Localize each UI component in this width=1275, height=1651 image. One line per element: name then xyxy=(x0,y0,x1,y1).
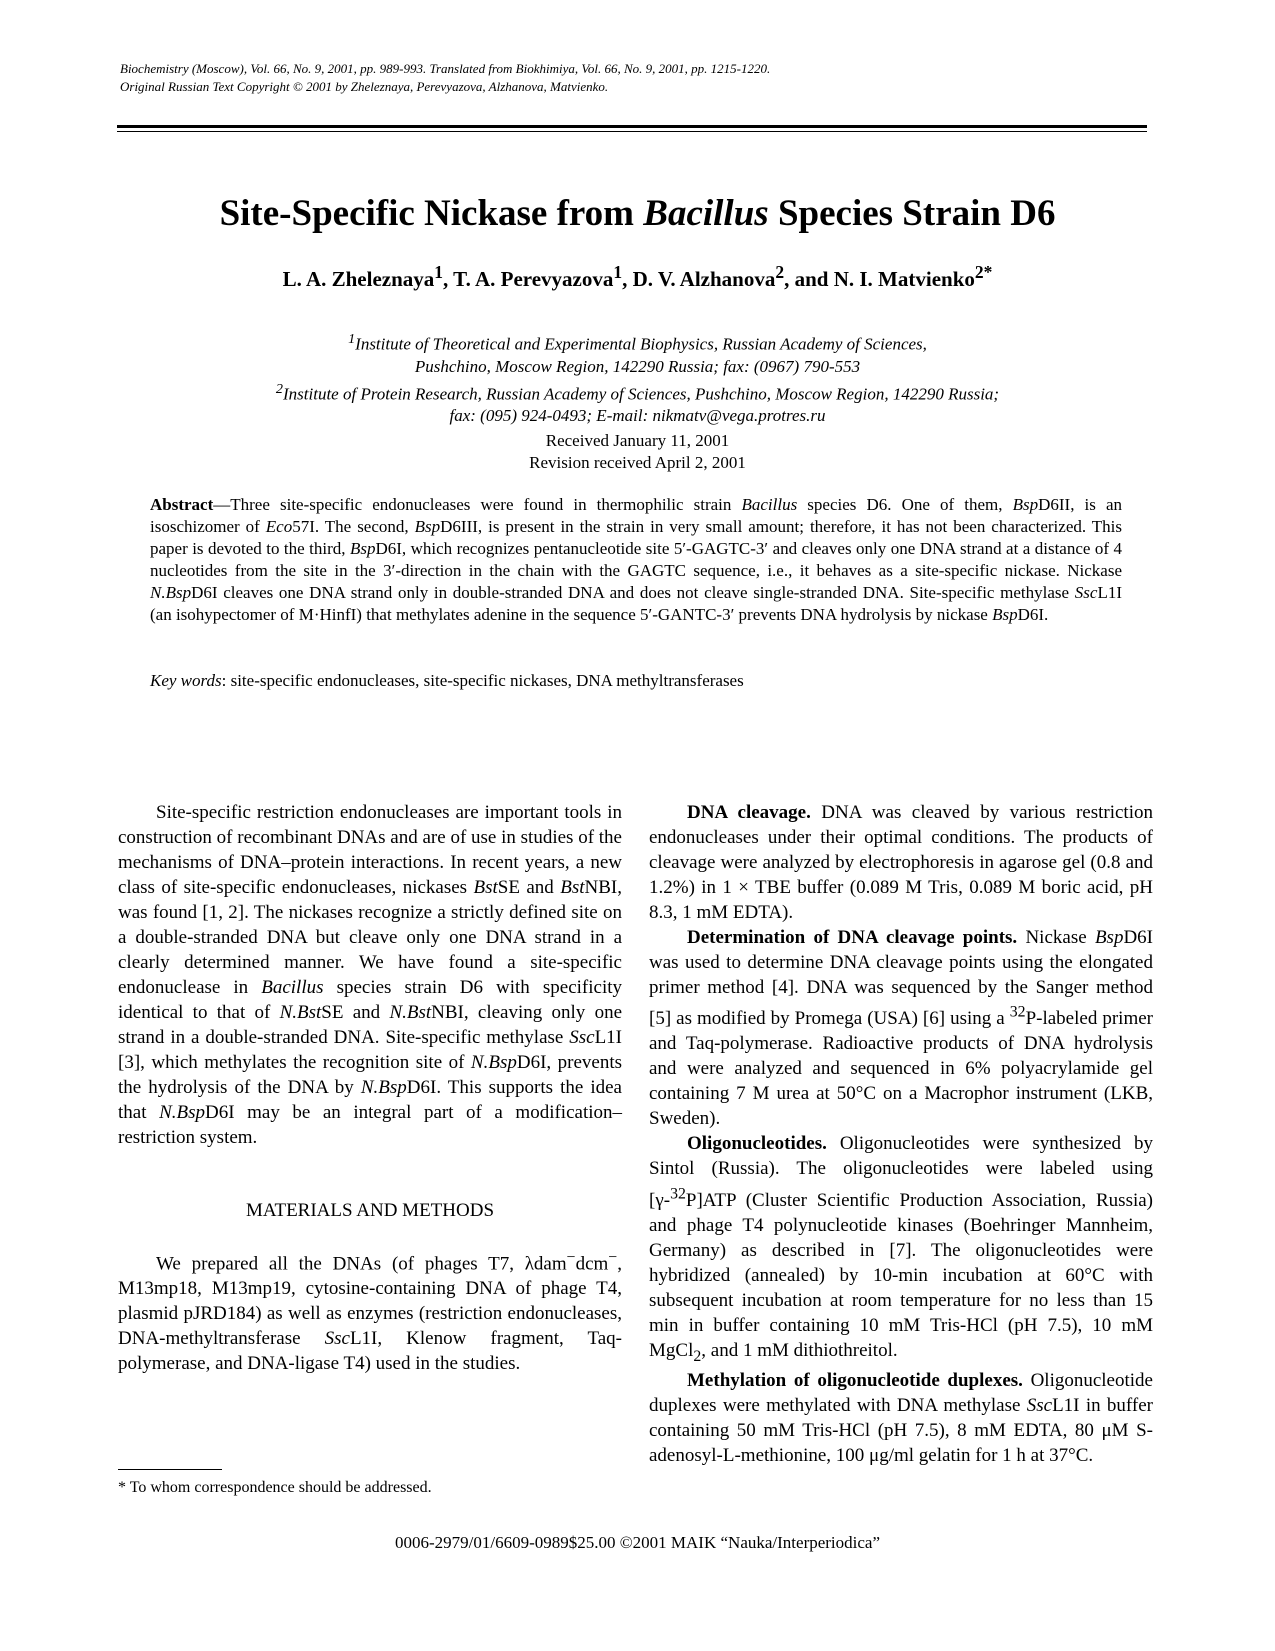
intro-paragraph: Site-specific restriction endonucleases are important tools in construction of recombinant DNAs and are of use in studies of the mechanisms of DNA–protein interactions. In recent years, a new class of site-specific endonucleases, nickases BstSE and BstNBI, was found [1, 2]. The nickases recognize a strictly defined site on a double-stranded DNA but cleave only one DNA strand in a clearly determined manner. We have found a site-specific endonuclease in Bacillus species strain D6 with specificity identical to that of N.BstSE and N.BstNBI, cleaving only one strand in a double-stranded DNA. Site-specific methylase SscL1I [3], which methylates the recognition site of N.BspD6I, prevents the hydrolysis of the DNA by N.BspD6I. This supports the idea that N.BspD6I may be an integral part of a modification–restriction system. xyxy=(118,802,623,1148)
affiliation-2-text: Institute of Protein Research, Russian Academy of Sciences, Pushchino, Moscow Region, 142290 Russia; xyxy=(283,384,1000,404)
affiliation-1-text: Institute of Theoretical and Experimental Biophysics, Russian Academy of Sciences, xyxy=(355,334,927,354)
paragraph-heading: Oligonucleotides. xyxy=(687,1133,827,1155)
header-rule-thin xyxy=(117,131,1147,132)
dna-cleavage-paragraph xyxy=(649,800,1153,925)
keywords-label: Key words xyxy=(150,671,222,690)
author-separator: , xyxy=(443,267,454,291)
received-dates xyxy=(0,430,1275,474)
article-title xyxy=(0,192,1275,236)
title-part-2: Species Strain D6 xyxy=(768,193,1056,234)
abstract-text: Three site-specific endonucleases were found in thermophilic strain Bacillus species D6. One of them, BspD6II, is an isoschizomer of Eco57I. The second, BspD6III, is present in the strain in very small amount; therefore, it has not been characterized. This paper is devoted to the third, BspD6I, which recognizes pentanucleotide site 5′-GAGTC-3′ and cleaves only one DNA strand at a distance of 4 nucleotides from the site in the 3′-direction in the chain with the GAGTC sequence, i.e., it behaves as a site-specific nickase. Nickase N.BspD6I cleaves one DNA strand only in double-stranded DNA and does not cleave single-stranded DNA. Site-specific methylase SscL1I (an isohypectomer of M·HinfI) that methylates adenine in the sequence 5′-GANTC-3′ prevents DNA hydrolysis by nickase BspD6I. xyxy=(150,495,1123,624)
paragraph-text: DNA was cleaved by various restriction endonucleases under their optimal conditions. The products of cleavage were analyzed by electrophoresis in agarose gel (0.8 and 1.2%) in 1 × TBE buffer (0.089 M Tris, 0.089 M boric acid, pH 8.3, 1 mM EDTA). xyxy=(649,802,1153,923)
methylation-paragraph xyxy=(649,1368,1153,1468)
abstract-dash: — xyxy=(213,495,231,514)
author-name: T. A. Perevyazova xyxy=(453,267,614,291)
left-column xyxy=(118,800,622,1376)
citation-line-2: Original Russian Text Copyright © 2001 by Zheleznaya, Perevyazova, Alzhanova, Matvienko. xyxy=(120,79,609,94)
author-name: N. I. Matvienko xyxy=(833,267,975,291)
copyright-footer: 0006-2979/01/6609-0989$25.00 ©2001 MAIK “Nauka/Interperiodica” xyxy=(394,1533,881,1552)
author-affiliation-mark: 2* xyxy=(974,262,993,282)
cleavage-points-paragraph xyxy=(649,925,1153,1131)
paragraph-text: Nickase BspD6I was used to determine DNA cleavage points using the elongated primer method [4]. DNA was sequenced by the Sanger method [5] as modified by Promega (USA) [6] using a $^{32}$P-labeled primer and Taq-polymerase. Radioactive products of DNA hydrolysis and were analyzed and sequenced in 6% polyacrylamide gel containing 7 M urea at 50°C on a Macrophor instrument (LKB, Sweden). xyxy=(649,927,1153,1130)
correspondence-footnote: * To whom correspondence should be addressed. xyxy=(118,1479,432,1496)
header-rule-thick xyxy=(117,125,1147,128)
keywords-text: : site-specific endonucleases, site-specific nickases, DNA methyltransferases xyxy=(221,671,744,690)
received-date: Received January 11, 2001 xyxy=(545,431,730,450)
abstract-label: Abstract xyxy=(150,495,214,514)
author-affiliation-mark: 1 xyxy=(613,262,623,282)
paragraph-text: Oligonucleotides were synthesized by Sintol (Russia). The oligonucleotides were labeled using [γ-$^{32}$P]ATP (Cluster Scientific Production Association, Russia) and phage T4 polynucleotide kinases (Boehringer Mannheim, Germany) as described in [7]. The oligonucleotides were hybridized (annealed) by 10-min incubation at 60°C with subsequent incubation at room temperature for no less than 15 min in buffer containing 10 mM Tris-HCl (pH 7.5), 10 mM MgCl$_2$, and 1 mM dithiothreitol. xyxy=(649,1133,1153,1365)
paragraph-heading: Determination of DNA cleavage points. xyxy=(687,927,1018,948)
section-heading-materials-methods: MATERIALS AND METHODS xyxy=(245,1200,495,1221)
paragraph-heading: Methylation of oligonucleotide duplexes. xyxy=(687,1370,1023,1392)
abstract xyxy=(150,494,1122,626)
affiliation-1-number: 1 xyxy=(348,331,356,347)
affiliation-2-line-1 xyxy=(0,378,1275,406)
affiliation-2-number: 2 xyxy=(275,380,283,397)
author-list xyxy=(0,258,1275,293)
paragraph-heading: DNA cleavage. xyxy=(687,802,811,823)
footnote-rule xyxy=(118,1469,222,1470)
affiliations xyxy=(0,328,1275,427)
author-name: D. V. Alzhanova xyxy=(632,267,776,291)
affiliation-1-line-1 xyxy=(0,328,1275,356)
citation-line-1: Biochemistry (Moscow), Vol. 66, No. 9, 2001, pp. 989-993. Translated from Biokhimiya, Vol. 66, No. 9, 2001, pp. 1215-1220. xyxy=(120,61,771,76)
oligonucleotides-paragraph xyxy=(649,1131,1153,1368)
title-italic-genus: Bacillus xyxy=(643,193,769,234)
author-affiliation-mark: 1 xyxy=(434,262,444,282)
affiliation-1-line-2: Pushchino, Moscow Region, 142290 Russia; fax: (0967) 790-553 xyxy=(414,356,861,376)
journal-citation-header xyxy=(120,60,770,96)
author-affiliation-mark: 2 xyxy=(775,262,785,282)
revision-date: Revision received April 2, 2001 xyxy=(529,453,746,472)
keywords xyxy=(150,670,1122,692)
affiliation-2-line-2: fax: (095) 924-0493; E-mail: nikmatv@vega.protres.ru xyxy=(449,406,826,426)
right-column xyxy=(649,800,1153,1468)
paragraph-text: Oligonucleotide duplexes were methylated with DNA methylase SscL1I in buffer containing 50 mM Tris-HCl (pH 7.5), 8 mM EDTA, 80 μM S-adenosyl-L-methionine, 100 μg/ml gelatin for 1 h at 37°C. xyxy=(649,1370,1153,1467)
author-separator: , xyxy=(622,267,633,291)
title-part-1: Site-Specific Nickase from xyxy=(219,193,644,234)
author-separator: , and xyxy=(784,267,834,291)
methods-paragraph: We prepared all the DNAs (of phages T7, λdam−dcm−, M13mp18, M13mp19, cytosine-containing DNA of phage T4, plasmid pJRD184) as well as enzymes (restriction endonucleases, DNA-methyltransferase SscL1I, Klenow fragment, Taq-polymerase, and DNA-ligase T4) used in the studies. xyxy=(118,1249,622,1375)
author-name: L. A. Zheleznaya xyxy=(282,267,435,291)
